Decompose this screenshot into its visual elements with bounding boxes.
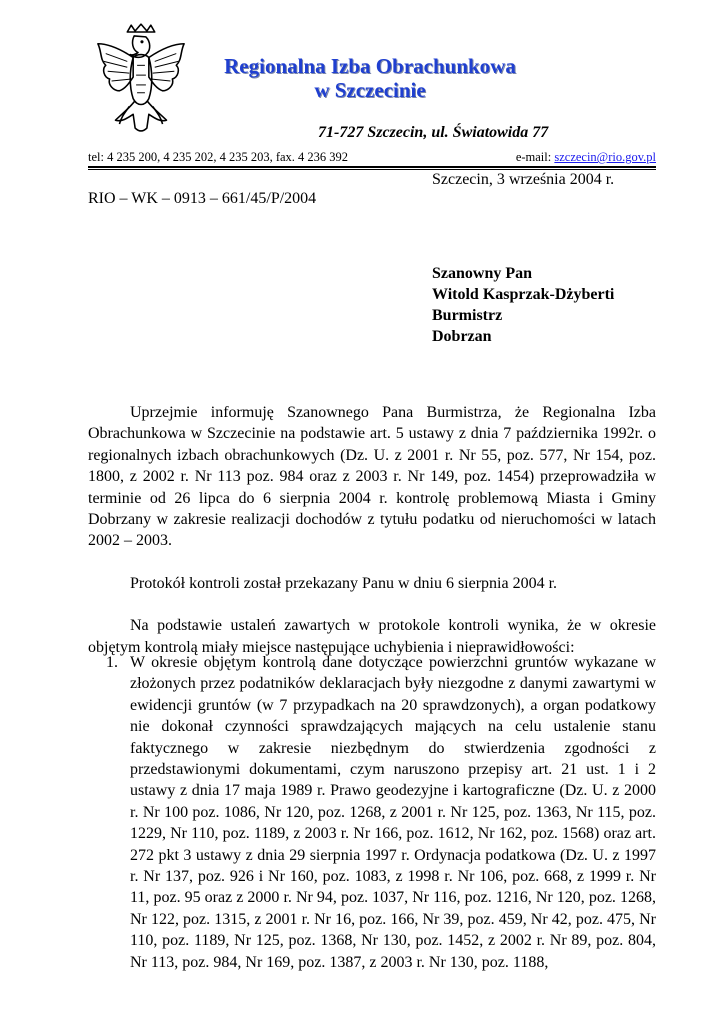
body-paragraph: Uprzejmie informuję Szanownego Pana Burmistrza, że Regionalna Izba Obrachunkowa w Szczecinie na podstawie art. 5 ustawy z dnia 7 października 1992r. o regionalnych izbach obrachunkowych (Dz. U. z 2001 r. Nr 55, poz. 577, Nr 154, poz. 1800, z 2002 r. Nr 113 poz. 984 oraz z 2003 r. Nr 149, poz. 1454) przeprowadziła w terminie od 26 lipca do 6 sierpnia 2004 r. kontrolę problemową Miasta i Gminy Dobrzany w zakresie realizacji dochodów z tytułu podatku od nieruchomości w latach 2002 – 2003. <box>88 404 656 550</box>
addressee-position: Burmistrz <box>432 307 503 324</box>
finding-number: 1. <box>106 654 118 671</box>
organization-city: w Szczecinie <box>314 78 426 102</box>
organization-title <box>200 54 540 102</box>
letter-date: Szczecin, 3 września 2004 r. <box>432 171 615 188</box>
body-paragraph: Na podstawie ustaleń zawartych w protokole kontroli wynika, że w okresie objętym kontrolą miały miejsce następujące uchybienia i nieprawidłowości: <box>88 617 656 656</box>
addressee-block <box>432 263 614 347</box>
email-link[interactable]: szczecin@rio.gov.pl <box>554 150 656 164</box>
findings-list <box>88 652 656 973</box>
organization-address: 71-727 Szczecin, ul. Światowida 77 <box>318 124 549 141</box>
phone-fax-numbers: tel: 4 235 200, 4 235 202, 4 235 203, fax. 4 236 392 <box>88 150 349 164</box>
addressee-place: Dobrzan <box>432 328 492 345</box>
finding-item <box>88 652 656 973</box>
email-label: e-mail: <box>515 150 552 164</box>
header-divider-thin <box>88 169 656 170</box>
addressee-salutation: Szanowny Pan <box>432 265 533 282</box>
reference-number: RIO – WK – 0913 – 661/45/P/2004 <box>88 190 317 207</box>
polish-eagle-emblem-icon <box>92 22 190 140</box>
letter-body <box>88 402 656 658</box>
organization-name: Regionalna Izba Obrachunkowa <box>224 54 516 78</box>
email-block <box>516 150 656 165</box>
finding-text: W okresie objętym kontrolą dane dotyczące powierzchni gruntów wykazane w złożonych przez podatników deklaracjach były niezgodne z danymi zawartymi w ewidencji gruntów (w 7 przypadkach na 20 sprawdzonych), a organ podatkowy nie dokonał czynności sprawdzających mających na celu ustalenie stanu faktycznego w zakresie niezbędnym do stwierdzenia zgodności z przedstawionymi dokumentami, czym naruszono przepisy art. 21 ust. 1 i 2 ustawy z dnia 17 maja 1989 r. Prawo geodezyjne i kartograficzne (Dz. U. z 2000 r. Nr 100 poz. 1086, Nr 120, poz. 1268, z 2001 r. Nr 125, poz. 1363, Nr 115, poz. 1229, Nr 110, poz. 1189, z 2003 r. Nr 166, poz. 1612, Nr 162, poz. 1568) oraz art. 272 pkt 3 ustawy z dnia 29 sierpnia 1997 r. Ordynacja podatkowa (Dz. U. z 1997 r. Nr 137, poz. 926 i Nr 160, poz. 1083, z 1998 r. Nr 106, poz. 668, z 1999 r. Nr 11, poz. 95 oraz z 2000 r. Nr 94, poz. 1037, Nr 116, poz. 1216, Nr 120, poz. 1268, Nr 122, poz. 1315, z 2001 r. Nr 16, poz. 166, Nr 39, poz. 459, Nr 42, poz. 475, Nr 110, poz. 1189, Nr 125, poz. 1368, Nr 130, poz. 1452, z 2002 r. Nr 89, poz. 804, Nr 113, poz. 984, Nr 169, poz. 1387, z 2003 r. Nr 130, poz. 1188, <box>130 654 656 971</box>
header-divider <box>88 166 656 168</box>
addressee-name: Witold Kasprzak-Dżyberti <box>432 286 615 303</box>
body-paragraph: Protokół kontroli został przekazany Panu w dniu 6 sierpnia 2004 r. <box>130 574 558 592</box>
